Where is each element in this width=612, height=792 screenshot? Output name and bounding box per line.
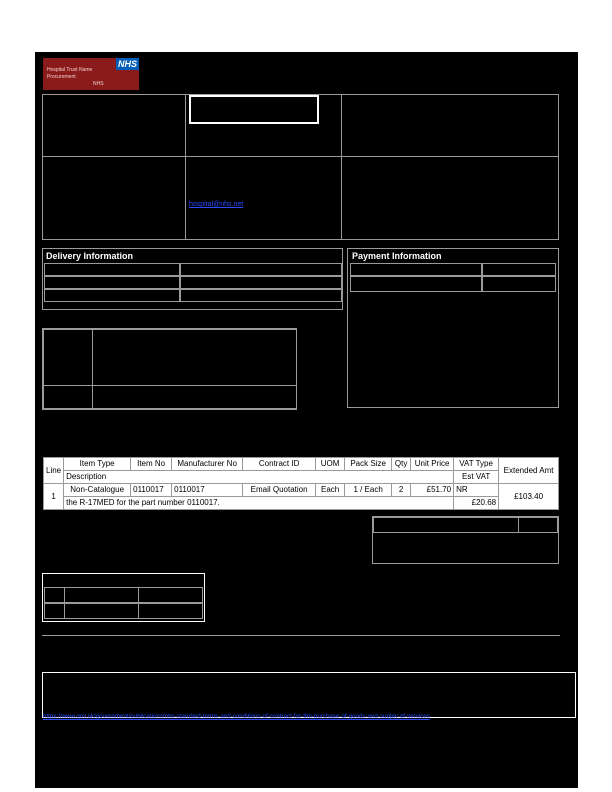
delivery-value-cell	[180, 289, 342, 302]
col-header-pack-size: Pack Size	[345, 458, 392, 471]
logo-text-line3: NHS	[93, 81, 104, 87]
col-header-description: Description	[64, 471, 454, 484]
cell-extended-amt: £103.40	[499, 484, 559, 510]
grid-divider	[341, 94, 342, 240]
cell-qty: 2	[392, 484, 411, 497]
order-lines-table	[43, 457, 559, 510]
col-header-contract-id: Contract ID	[243, 458, 316, 471]
contact-label-cell	[43, 385, 93, 409]
payment-label-cell	[350, 263, 482, 276]
col-header-extended-amt: Extended Amt	[499, 458, 559, 484]
contact-value-cell	[92, 385, 297, 409]
cell-description: the R-17MED for the part number 0110017.	[64, 497, 454, 510]
payment-value-cell	[482, 263, 556, 276]
col-header-manufacturer-no: Manufacturer No	[172, 458, 243, 471]
grid-divider	[42, 156, 559, 157]
cell-uom: Each	[316, 484, 345, 497]
supplier-email-link[interactable]: hospital@nhs.net	[189, 201, 244, 208]
delivery-label-cell	[44, 276, 180, 289]
nhs-badge: NHS	[117, 59, 137, 69]
delivery-information-panel	[42, 248, 343, 310]
cell-item-no: 0110017	[131, 484, 172, 497]
section-divider	[42, 635, 560, 636]
contact-value-cell	[92, 329, 297, 386]
approvals-cell	[64, 587, 139, 603]
delivery-information-title: Delivery Information	[46, 251, 134, 261]
totals-label-cell	[373, 517, 519, 533]
grid-divider	[185, 94, 186, 240]
approvals-cell	[138, 587, 203, 603]
approvals-cell	[138, 603, 203, 619]
table-row	[44, 497, 559, 510]
approvals-box	[42, 573, 205, 622]
logo-text-line1: Hospital Trust Name	[47, 67, 93, 73]
purchase-order-page	[35, 52, 578, 788]
delivery-label-cell	[44, 289, 180, 302]
cell-line: 1	[44, 484, 64, 510]
payment-value-cell	[482, 276, 556, 292]
table-header-row	[44, 458, 559, 471]
approvals-cell	[44, 587, 65, 603]
cell-pack-size: 1 / Each	[345, 484, 392, 497]
approvals-cell	[44, 603, 65, 619]
cell-est-vat: £20.68	[454, 497, 499, 510]
approvals-cell	[64, 603, 139, 619]
table-row	[44, 484, 559, 497]
terms-and-conditions-link[interactable]: https://www.gov.uk/government/publications/nhs-standard-terms-and-conditions-of-contract-for-the-purchase-of-goods-and-supply-of-services	[43, 713, 430, 720]
col-header-uom: UOM	[316, 458, 345, 471]
totals-value-cell	[518, 517, 558, 533]
col-header-item-type: Item Type	[64, 458, 131, 471]
col-header-vat-type: VAT Type	[454, 458, 499, 471]
payment-label-cell	[350, 276, 482, 292]
col-header-qty: Qty	[392, 458, 411, 471]
order-number-box	[189, 95, 319, 124]
cell-contract-id: Email Quotation	[243, 484, 316, 497]
col-header-est-vat: Est VAT	[454, 471, 499, 484]
contact-details-box	[42, 328, 297, 410]
col-header-line: Line	[44, 458, 64, 484]
payment-information-panel	[347, 248, 559, 408]
order-totals-box	[372, 516, 559, 564]
col-header-item-no: Item No	[131, 458, 172, 471]
cell-vat-type: NR	[454, 484, 499, 497]
cell-item-type: Non-Catalogue	[64, 484, 131, 497]
payment-information-title: Payment Information	[352, 251, 442, 261]
delivery-label-cell	[44, 263, 180, 276]
cell-manufacturer-no: 0110017	[172, 484, 243, 497]
contact-label-cell	[43, 329, 93, 386]
cell-unit-price: £51.70	[411, 484, 454, 497]
col-header-unit-price: Unit Price	[411, 458, 454, 471]
delivery-value-cell	[180, 276, 342, 289]
delivery-value-cell	[180, 263, 342, 276]
nhs-trust-logo	[43, 58, 139, 90]
logo-text-line2: Procurement	[47, 74, 76, 80]
table-header-row	[44, 471, 559, 484]
